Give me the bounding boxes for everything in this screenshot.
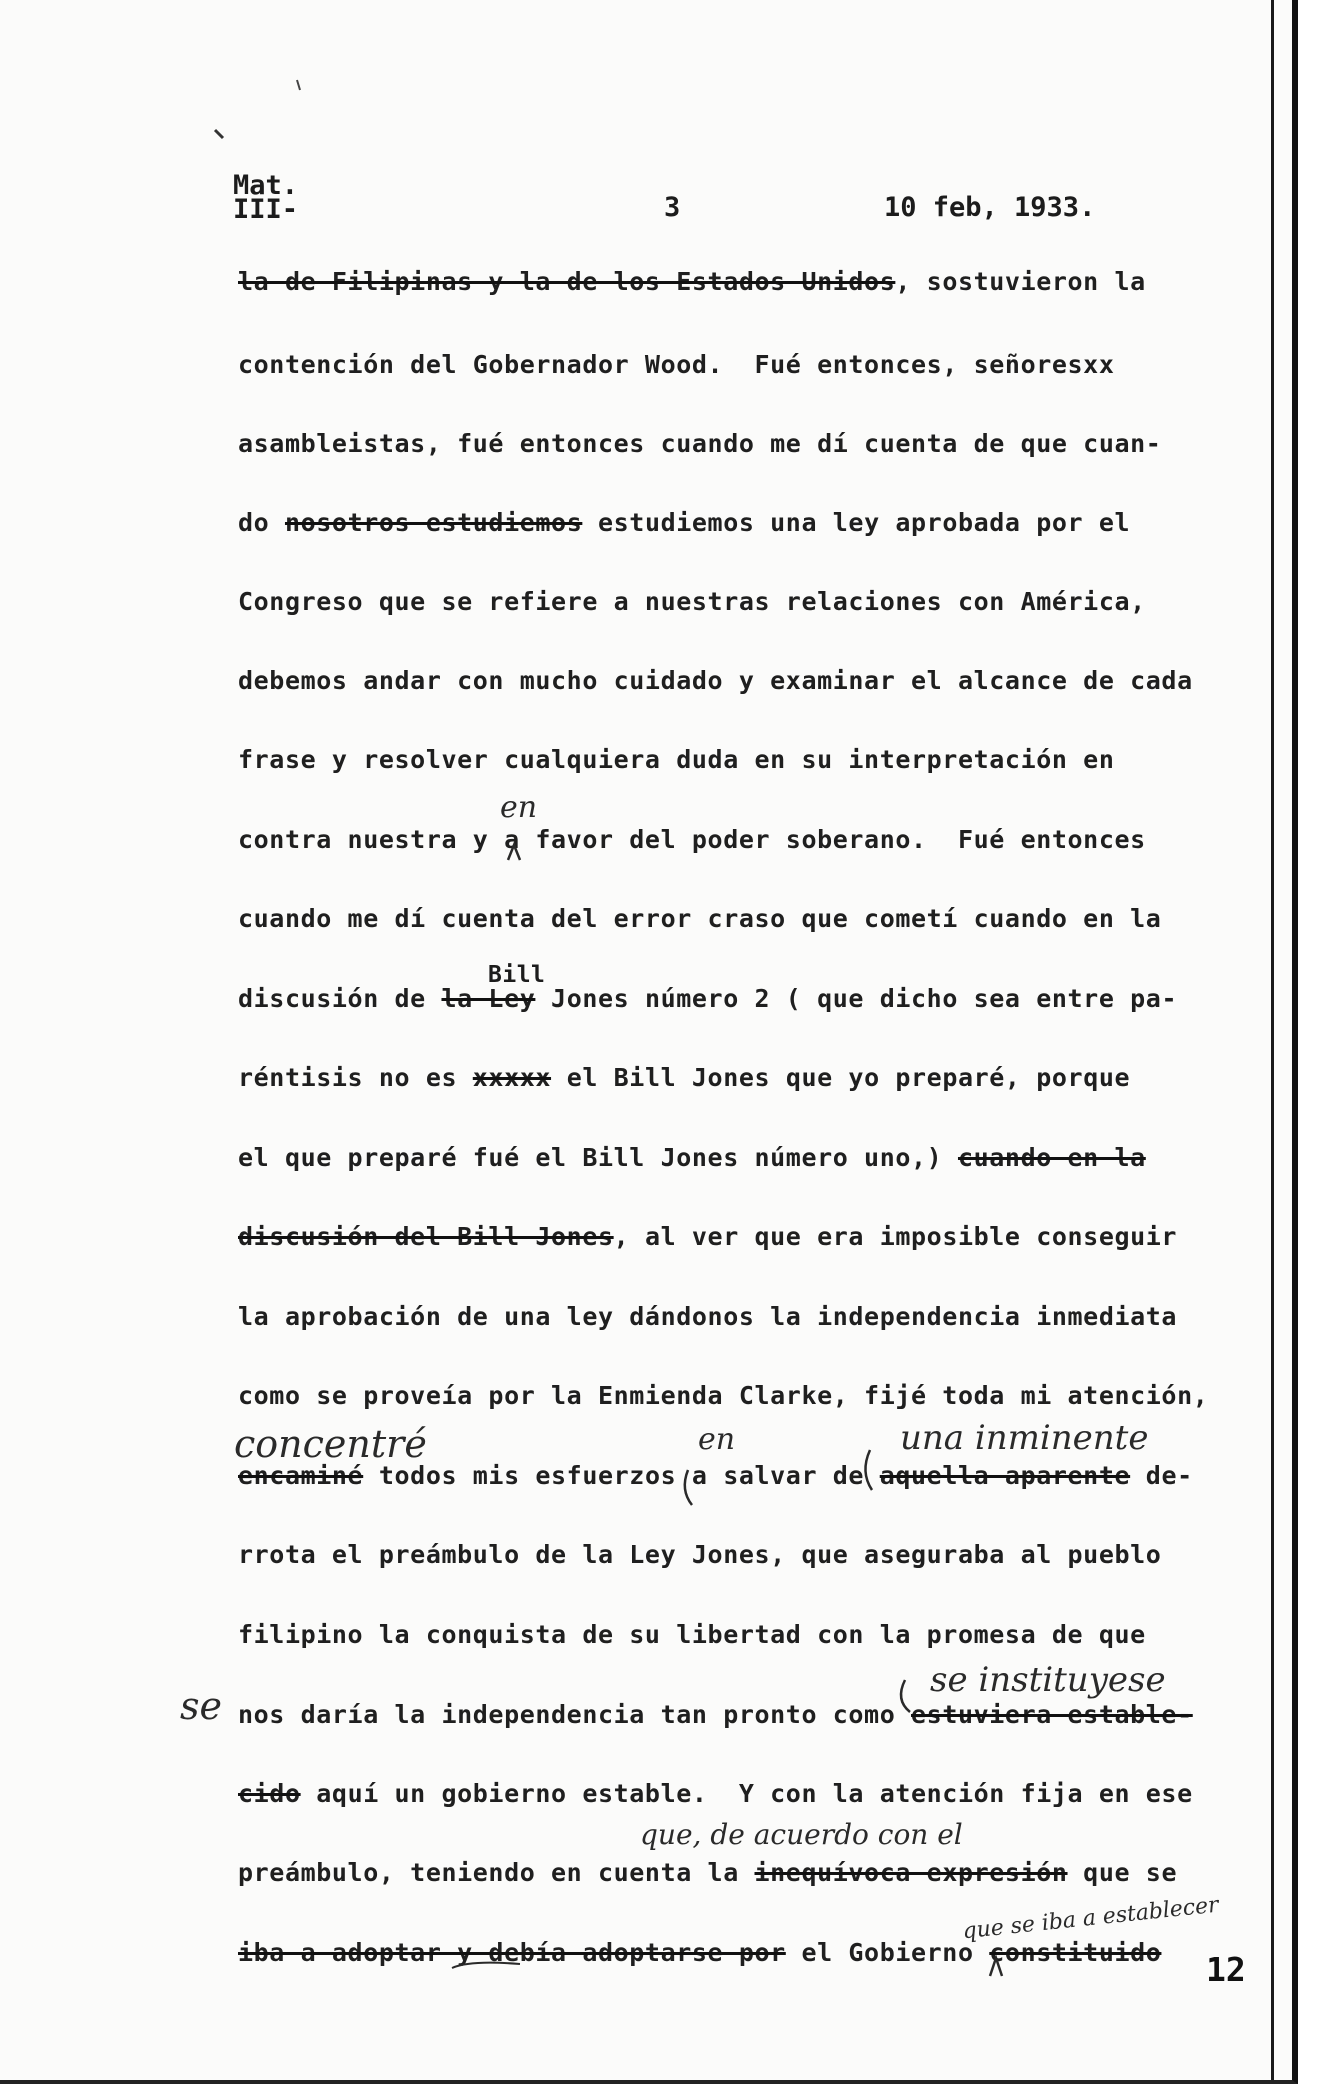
header-date: 10 feb, 1933. [884, 192, 1096, 223]
handwritten-en-2: en [698, 1422, 736, 1457]
body-line-19: nos daría la independencia tan pronto como estuviera estable- [238, 1700, 1193, 1729]
body-line-3: asambleistas, fué entonces cuando me dí cuenta de que cuan- [238, 429, 1162, 458]
footer-page-number: 12 [1206, 1950, 1246, 1989]
body-line-4: do nosotros estudiemos estudiemos una ley aprobada por el [238, 508, 1131, 537]
body-line-12: el que preparé fué el Bill Jones número uno,) cuando en la [238, 1143, 1146, 1172]
body-line-17: rrota el preámbulo de la Ley Jones, que aseguraba al pueblo [238, 1540, 1162, 1569]
header-section: Mat. [233, 170, 299, 201]
body-line-22: iba a adoptar y debía adoptarse por el Gobierno constituido [238, 1938, 1162, 1967]
body-line-2: contención del Gobernador Wood. Fué entonces, señoresxx [238, 350, 1115, 379]
body-line-11: réntisis no es xxxxx el Bill Jones que yo preparé, porque [238, 1063, 1131, 1092]
handwritten-inminente: una inminente [900, 1418, 1149, 1458]
header-subsection: III- [233, 194, 299, 225]
body-line-16: encaminé todos mis esfuerzos a salvar de aquella aparente de- [238, 1461, 1193, 1490]
handwritten-se-instituyese: se instituyese [930, 1660, 1166, 1700]
header-page-number: 3 [664, 192, 681, 223]
body-line-6: debemos andar con mucho cuidado y examinar el alcance de cada [238, 666, 1193, 695]
body-line-1: la de Filipinas y la de los Estados Unidos, sostuvieron la [238, 267, 1146, 296]
handwritten-que-establecer: que se iba a establecer [961, 1892, 1220, 1945]
body-line-10: discusión de la Ley Jones número 2 ( que dicho sea entre pa- [238, 984, 1178, 1013]
handwritten-que-acuerdo: que, de acuerdo con el [640, 1818, 963, 1851]
insertion-bill: Bill [488, 962, 546, 988]
body-line-14: la aprobación de una ley dándonos la independencia inmediata [238, 1302, 1178, 1331]
body-line-9: cuando me dí cuenta del error craso que cometí cuando en la [238, 904, 1162, 933]
handwritten-concentre: concentré [234, 1422, 427, 1466]
body-line-21: preámbulo, teniendo en cuenta la inequívoca expresión que se [238, 1858, 1178, 1887]
body-line-20: cido aquí un gobierno estable. Y con la atención fija en ese [238, 1779, 1193, 1808]
body-line-18: filipino la conquista de su libertad con la promesa de que [238, 1620, 1146, 1649]
body-line-15: como se proveía por la Enmienda Clarke, fijé toda mi atención, [238, 1381, 1209, 1410]
body-line-8: contra nuestra y a favor del poder soberano. Fué entonces [238, 825, 1146, 854]
handwritten-se-margin: se [180, 1684, 222, 1728]
body-line-7: frase y resolver cualquiera duda en su interpretación en [238, 745, 1115, 774]
body-line-5: Congreso que se refiere a nuestras relaciones con América, [238, 587, 1146, 616]
handwritten-en-1: en [500, 790, 538, 825]
body-line-13: discusión del Bill Jones, al ver que era imposible conseguir [238, 1222, 1178, 1251]
